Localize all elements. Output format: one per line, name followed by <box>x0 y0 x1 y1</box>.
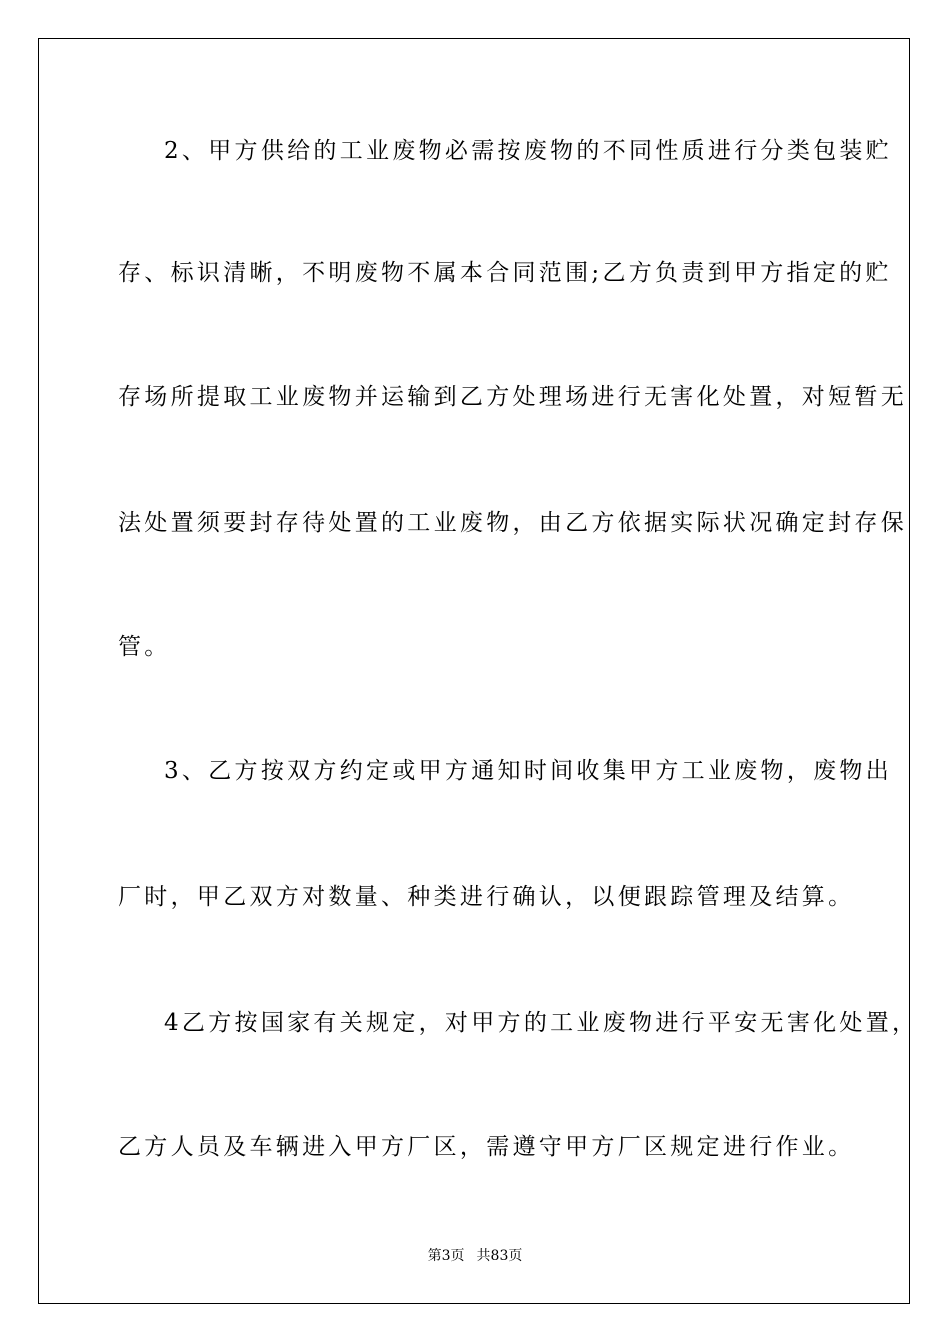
page-footer <box>0 1247 950 1265</box>
paragraph-3-line-1: 3、乙方按双方约定或甲方通知时间收集甲方工业废物，废物出 <box>164 758 893 784</box>
page-border <box>38 38 919 1304</box>
paragraph-2-line-3: 存场所提取工业废物并运输到乙方处理场进行无害化处置，对短暂无 <box>118 384 907 410</box>
paragraph-2-line-1: 2、甲方供给的工业废物必需按废物的不同性质进行分类包装贮 <box>164 138 893 164</box>
paragraph-4-line-1: 4乙方按国家有关规定，对甲方的工业废物进行平安无害化处置， <box>164 1010 919 1036</box>
paragraph-2-line-2: 存、标识清晰，不明废物不属本合同范围;乙方负责到甲方指定的贮 <box>118 260 892 286</box>
paragraph-2-line-4: 法处置须要封存待处置的工业废物，由乙方依据实际状况确定封存保 <box>118 510 907 536</box>
paragraph-4-line-2: 乙方人员及车辆进入甲方厂区，需遵守甲方厂区规定进行作业。 <box>118 1134 855 1160</box>
paragraph-3-line-2: 厂时，甲乙双方对数量、种类进行确认，以便跟踪管理及结算。 <box>118 884 855 910</box>
total-pages: 共83页 <box>476 1248 523 1264</box>
paragraph-2-line-5: 管。 <box>118 634 171 660</box>
page-number: 第3页 <box>427 1248 465 1264</box>
